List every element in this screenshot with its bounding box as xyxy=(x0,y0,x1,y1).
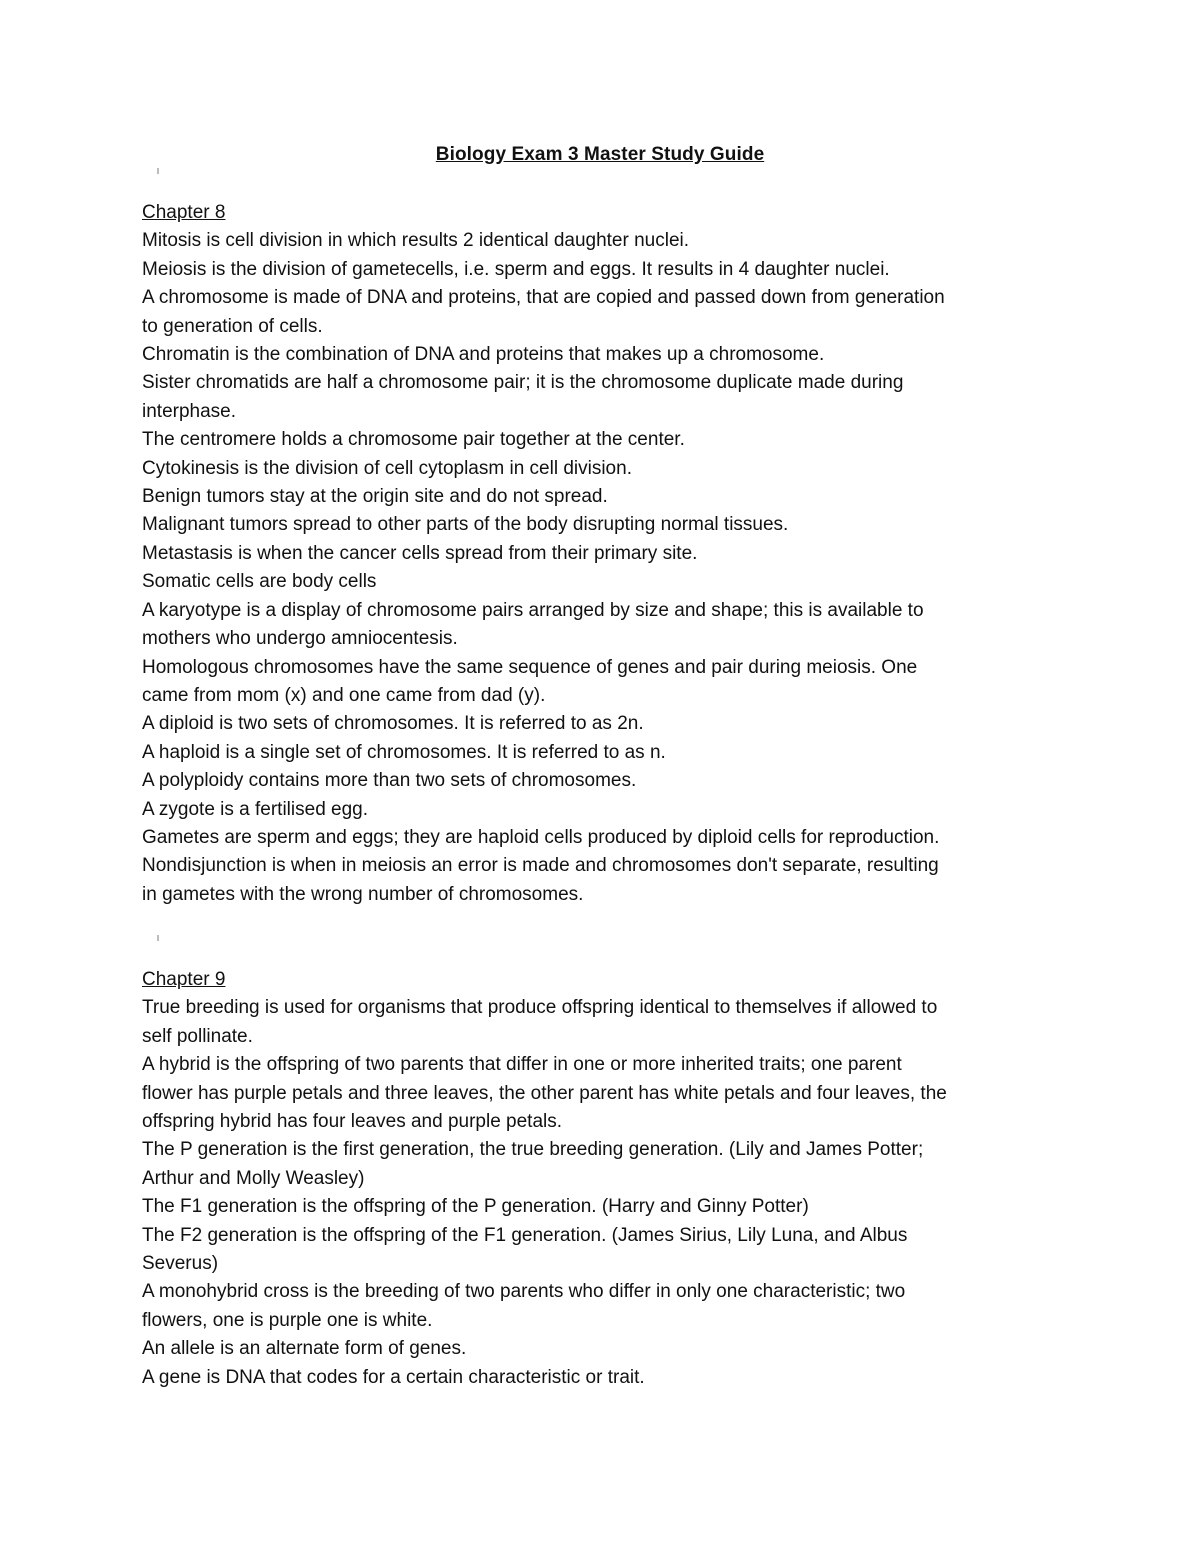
text-line: A chromosome is made of DNA and proteins, that are copied and passed down from generation xyxy=(142,287,945,309)
chapter-9-heading: Chapter 9 xyxy=(142,969,226,990)
text-line: A haploid is a single set of chromosomes. It is referred to as n. xyxy=(142,741,666,763)
text-line: Mitosis is cell division in which results 2 identical daughter nuclei. xyxy=(142,230,690,252)
text-line: flower has purple petals and three leaves, the other parent has white petals and four leaves, the xyxy=(142,1082,947,1104)
text-line: Arthur and Molly Weasley) xyxy=(142,1167,365,1189)
text-line: A zygote is a fertilised egg. xyxy=(142,798,369,820)
text-line: to generation of cells. xyxy=(142,315,323,337)
text-line: Chromatin is the combination of DNA and proteins that makes up a chromosome. xyxy=(142,344,825,366)
text-line: self pollinate. xyxy=(142,1025,253,1047)
text-line: Severus) xyxy=(142,1253,219,1275)
text-line: The P generation is the first generation, the true breeding generation. (Lily and James Potter; xyxy=(142,1139,924,1161)
text-line: Gametes are sperm and eggs; they are haploid cells produced by diploid cells for reproduction. xyxy=(142,826,940,848)
text-line: The centromere holds a chromosome pair together at the center. xyxy=(142,429,685,451)
text-line: Sister chromatids are half a chromosome pair; it is the chromosome duplicate made during xyxy=(142,372,904,394)
text-line: A karyotype is a display of chromosome pairs arranged by size and shape; this is available to xyxy=(142,599,924,621)
text-line: in gametes with the wrong number of chromosomes. xyxy=(142,883,584,905)
text-line: An allele is an alternate form of genes. xyxy=(142,1338,467,1360)
chapter-8-section xyxy=(142,199,1072,909)
text-line: The F2 generation is the offspring of the F1 generation. (James Sirius, Lily Luna, and Albus xyxy=(142,1224,908,1246)
text-line: offspring hybrid has four leaves and purple petals. xyxy=(142,1111,563,1133)
text-line: A polyploidy contains more than two sets of chromosomes. xyxy=(142,770,637,792)
text-line: A diploid is two sets of chromosomes. It is referred to as 2n. xyxy=(142,713,644,735)
text-line: A gene is DNA that codes for a certain characteristic or trait. xyxy=(142,1366,645,1388)
text-line: Meiosis is the division of gametecells, i.e. sperm and eggs. It results in 4 daughter nuclei. xyxy=(142,258,890,280)
text-line: flowers, one is purple one is white. xyxy=(142,1309,433,1331)
paragraph-mark xyxy=(157,935,159,941)
text-line: Homologous chromosomes have the same sequence of genes and pair during meiosis. One xyxy=(142,656,918,678)
document-title: Biology Exam 3 Master Study Guide xyxy=(435,144,765,165)
text-line: Metastasis is when the cancer cells spread from their primary site. xyxy=(142,542,698,564)
chapter-8-heading: Chapter 8 xyxy=(142,202,226,223)
paragraph-mark xyxy=(157,168,159,174)
text-line: Cytokinesis is the division of cell cytoplasm in cell division. xyxy=(142,457,632,479)
chapter-9-section xyxy=(142,966,1072,1392)
chapter-8-lines xyxy=(142,227,1072,909)
chapter-9-lines xyxy=(142,994,1072,1392)
text-line: Malignant tumors spread to other parts of the body disrupting normal tissues. xyxy=(142,514,789,536)
text-line: True breeding is used for organisms that produce offspring identical to themselves if allowed to xyxy=(142,997,938,1019)
text-line: Nondisjunction is when in meiosis an error is made and chromosomes don't separate, resulting xyxy=(142,855,939,877)
text-line: mothers who undergo amniocentesis. xyxy=(142,628,458,650)
text-line: interphase. xyxy=(142,400,237,422)
text-line: A monohybrid cross is the breeding of two parents who differ in only one characteristic; two xyxy=(142,1281,906,1303)
text-line: came from mom (x) and one came from dad (y). xyxy=(142,684,546,706)
text-line: Somatic cells are body cells xyxy=(142,571,377,593)
text-line: Benign tumors stay at the origin site and do not spread. xyxy=(142,486,608,508)
text-line: The F1 generation is the offspring of the P generation. (Harry and Ginny Potter) xyxy=(142,1196,809,1218)
text-line: A hybrid is the offspring of two parents that differ in one or more inherited traits; one parent xyxy=(142,1054,902,1076)
